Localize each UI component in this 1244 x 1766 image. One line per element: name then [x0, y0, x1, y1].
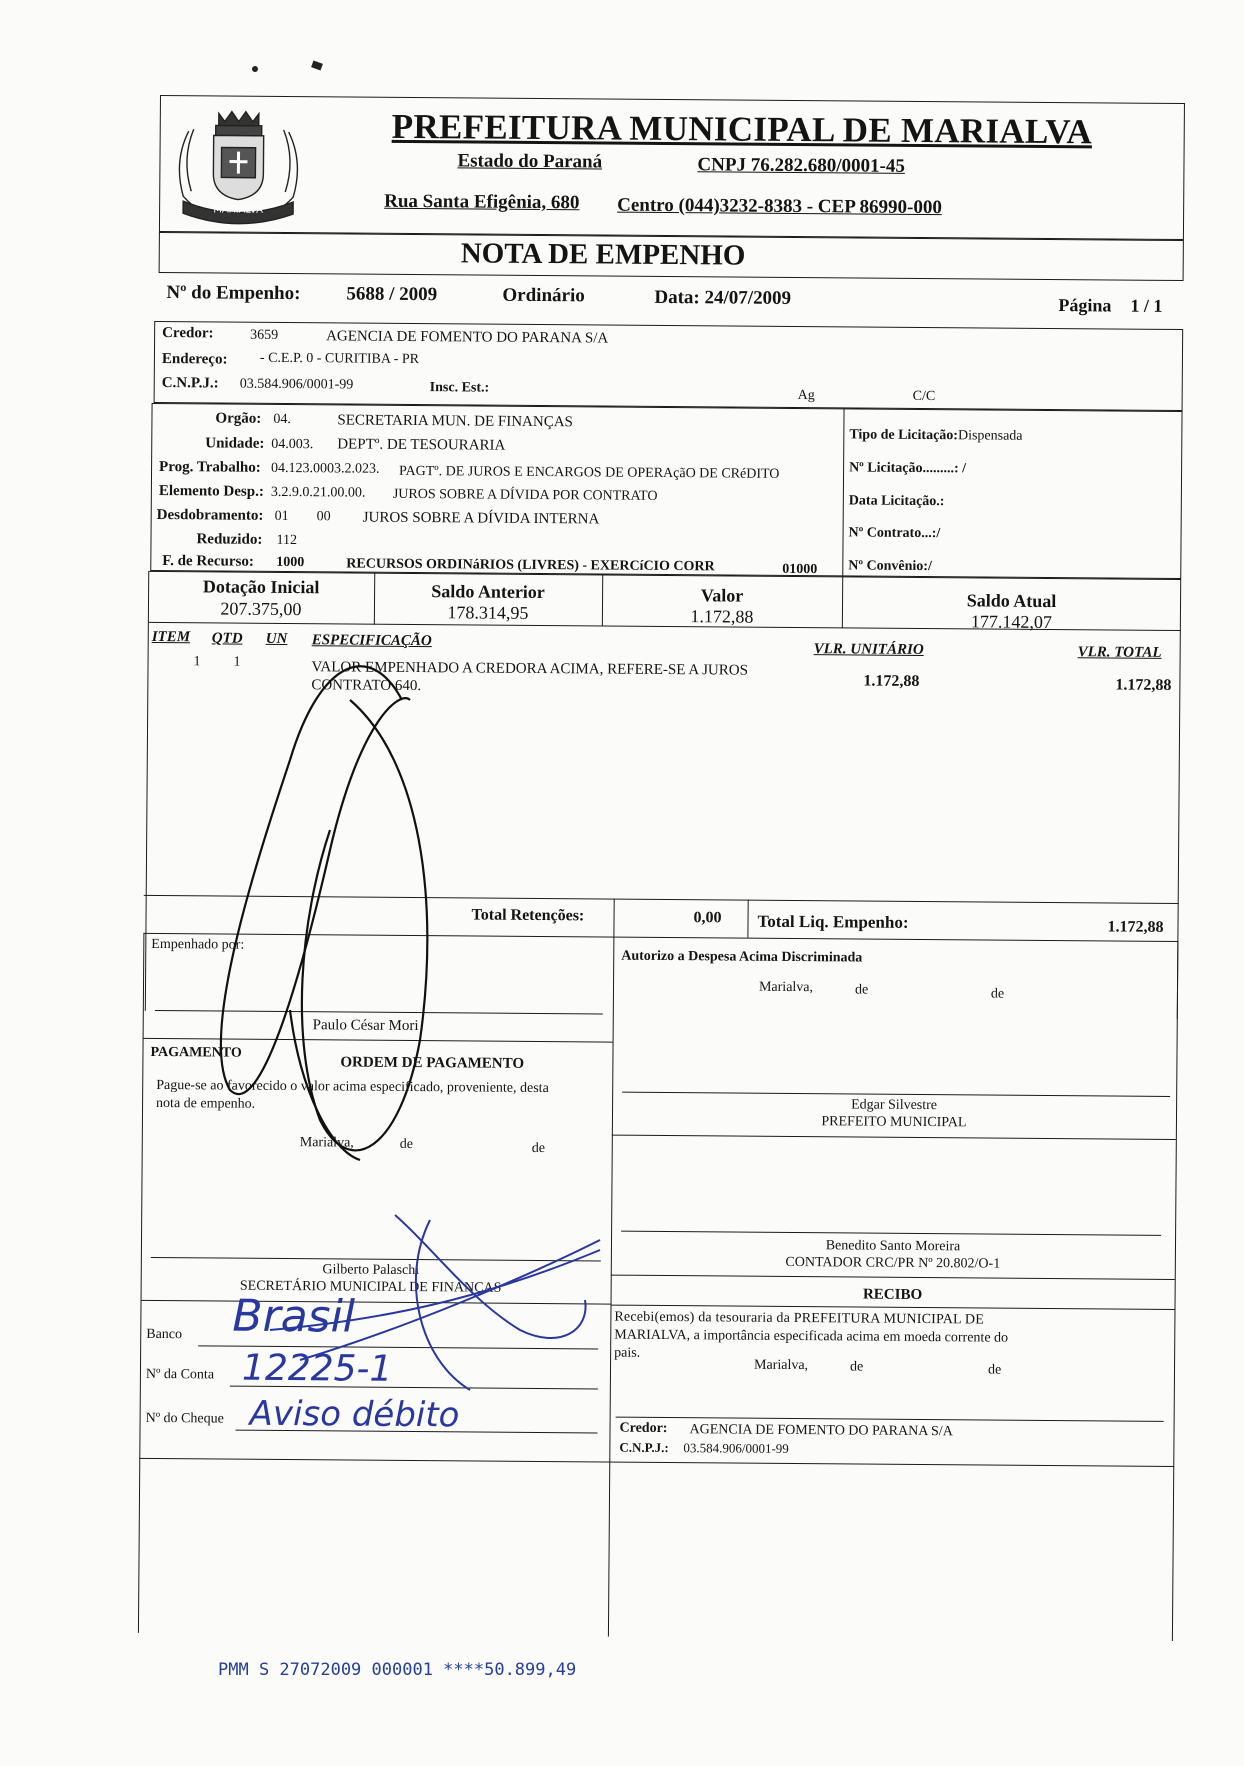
col-item: ITEM — [151, 628, 191, 646]
dotacao-label: Dotação Inicial — [202, 576, 320, 598]
insc-est-label: Insc. Est.: — [429, 380, 490, 396]
reduzido-label: Reduzido: — [196, 531, 263, 548]
recibo-text-line2: MARIALVA, a importância especificada acima em moeda corrente do — [614, 1327, 1009, 1346]
num-licitacao-label: Nº Licitação.........: / — [849, 460, 967, 477]
district-phone-label: Centro (044)3232-8383 - CEP 86990-000 — [617, 194, 942, 219]
banco-top-line — [141, 1300, 611, 1305]
liquido-label: Total Liq. Empenho: — [757, 911, 909, 932]
prefeito-name: Edgar Silvestre — [851, 1097, 938, 1114]
fonte-label: F. de Recurso: — [162, 553, 254, 570]
unidade-code: 04.003. — [271, 436, 314, 453]
recibo-text-line3: pais. — [614, 1345, 641, 1361]
col-vlr-unitario: VLR. UNITÁRIO — [813, 641, 924, 659]
row-desc-line1: VALOR EMPENHADO A CREDORA ACIMA, REFERE-SE A JUROS — [311, 659, 749, 679]
recibo-de1: de — [849, 1359, 864, 1375]
form-bottom-border — [139, 1458, 1174, 1467]
pagamento-text-line1: Pague-se ao favorecido o valor acima especificado, proveniente, desta — [156, 1078, 549, 1097]
contador-name: Benedito Santo Moreira — [825, 1238, 961, 1255]
data-licitacao-label: Data Licitação.: — [848, 493, 945, 510]
cnpj-label: CNPJ 76.282.680/0001-45 — [697, 154, 905, 177]
doc-title: NOTA DE EMPENHO — [460, 237, 746, 272]
row-vlr-unitario: 1.172,88 — [863, 672, 920, 690]
row-item: 1 — [193, 654, 201, 670]
fonte-value: RECURSOS ORDINáRIOS (LIVRES) - EXERCíCIO CORR — [346, 556, 715, 575]
empenhado-signature-line — [155, 1010, 603, 1015]
endereco-label: Endereço: — [161, 351, 228, 368]
scan-mark — [311, 61, 323, 71]
recibo-credor-label: Credor: — [619, 1420, 668, 1437]
recibo-signature-line — [616, 1417, 1164, 1422]
empenho-type: Ordinário — [502, 284, 585, 307]
col-un: UN — [265, 630, 288, 648]
prefeito-bottom-line — [612, 1135, 1176, 1140]
recibo-title: RECIBO — [862, 1286, 923, 1304]
col-vlr-total: VLR. TOTAL — [1077, 644, 1162, 661]
municipality-title: PREFEITURA MUNICIPAL DE MARIALVA — [391, 106, 1093, 152]
cheque-label: Nº do Cheque — [145, 1410, 224, 1427]
col-qtd: QTD — [211, 630, 243, 647]
contador-role: CONTADOR CRC/PR Nº 20.802/O-1 — [785, 1254, 1001, 1272]
pagamento-signer-role: SECRETÁRIO MUNICIPAL DE FINANÇAS — [239, 1278, 502, 1296]
valor-value: 1.172,88 — [690, 606, 754, 627]
prefeito-role: PREFEITO MUNICIPAL — [821, 1114, 967, 1131]
contador-signature-line — [621, 1231, 1161, 1236]
recibo-cnpj-label: C.N.P.J.: — [619, 1439, 669, 1456]
address-label: Rua Santa Efigênia, 680 — [384, 190, 580, 214]
pagamento-text-line2: nota de empenho. — [156, 1096, 256, 1112]
retencoes-value: 0,00 — [693, 909, 722, 927]
autorizo-de1: de — [854, 982, 869, 998]
elemento-label: Elemento Desp.: — [158, 483, 264, 500]
row-qtd: 1 — [233, 654, 241, 670]
cc-label: C/C — [912, 388, 936, 405]
fonte-code: 1000 — [276, 554, 305, 571]
empenho-date: Data: 24/07/2009 — [654, 286, 792, 309]
autorizo-place: Marialva, — [758, 979, 814, 996]
scan-mark — [252, 66, 258, 72]
desdobramento-code1: 01 — [274, 508, 289, 525]
cashier-stamp: PMM S 27072009 000001 ****50.899,49 — [218, 1660, 577, 1680]
retencoes-label: Total Retenções: — [471, 906, 585, 925]
dotacao-value: 207.375,00 — [220, 598, 302, 620]
recibo-cnpj-value: 03.584.906/0001-99 — [683, 1440, 789, 1456]
empenho-label: Nº do Empenho: — [166, 282, 301, 305]
row-desc-line2: CONTRATO 640. — [311, 677, 422, 695]
page-label: Página — [1058, 295, 1112, 316]
empenhado-name: Paulo César Mori — [312, 1017, 419, 1035]
empenhado-por-label: Empenhado por: — [151, 936, 245, 953]
credor-cnpj-label: C.N.P.J.: — [161, 375, 219, 392]
pagamento-de2: de — [531, 1140, 546, 1157]
banco-label: Banco — [146, 1326, 183, 1343]
pagamento-top-line — [143, 1038, 613, 1043]
conta-handwritten: 12225-1 — [241, 1347, 393, 1390]
conta-label: Nº da Conta — [145, 1366, 215, 1383]
recibo-credor-value: AGENCIA DE FOMENTO DO PARANA S/A — [689, 1422, 953, 1440]
totals-divider — [747, 900, 748, 938]
unidade-value: DEPTº. DE TESOURARIA — [337, 436, 506, 454]
state-label: Estado do Paraná — [457, 150, 603, 173]
saldo-atual-label: Saldo Atual — [966, 590, 1057, 612]
pagamento-signer: Gilberto Palaschi — [322, 1262, 420, 1279]
items-left-border — [145, 623, 149, 1011]
cheque-handwritten: Aviso débito — [249, 1393, 460, 1436]
prog-code: 04.123.0003.2.023. — [271, 460, 380, 477]
desdobramento-label: Desdobramento: — [156, 506, 264, 524]
banco-handwritten: Brasil — [232, 1290, 356, 1343]
saldo-atual-value: 177.142,07 — [970, 611, 1052, 633]
saldo-anterior-label: Saldo Anterior — [431, 581, 545, 603]
row-vlr-total: 1.172,88 — [1115, 676, 1172, 694]
tipo-licitacao-label: Tipo de Licitação:Dispensada — [849, 427, 1023, 444]
totals-divider — [613, 899, 614, 937]
tipo-licitacao-value: Dispensada — [957, 428, 1023, 444]
ordem-label: ORDEM DE PAGAMENTO — [340, 1054, 525, 1072]
emblem-banner-text: MARIALVA — [213, 204, 264, 216]
ag-label: Ag — [797, 388, 815, 404]
pagamento-label: PAGAMENTO — [150, 1044, 242, 1061]
autorizo-de2: de — [990, 986, 1005, 1002]
fonte-code2: 01000 — [782, 561, 818, 578]
orgao-label: Orgão: — [215, 410, 262, 427]
endereco-value: - C.E.P. 0 - CURITIBA - PR — [259, 350, 420, 368]
prog-label: Prog. Trabalho: — [159, 459, 261, 476]
recibo-line — [611, 1305, 1175, 1310]
coat-of-arms-logo — [163, 101, 314, 227]
nota-de-empenho-form — [145, 95, 1185, 1638]
desdobramento-code2: 00 — [316, 509, 331, 525]
recibo-de2: de — [987, 1362, 1002, 1378]
totals-top-line — [144, 895, 1179, 904]
contrato-label: Nº Contrato...:/ — [848, 525, 941, 542]
liquido-value: 1.172,88 — [1107, 918, 1164, 936]
convenio-label: Nº Convênio:/ — [848, 558, 932, 575]
elemento-code: 3.2.9.0.21.00.00. — [270, 484, 366, 501]
credor-code: 3659 — [250, 327, 279, 343]
credor-name: AGENCIA DE FOMENTO DO PARANA S/A — [326, 328, 609, 347]
credor-cnpj-value: 03.584.906/0001-99 — [239, 376, 354, 393]
recibo-place: Marialva, — [753, 1357, 809, 1374]
pagamento-place: Marialva, — [299, 1135, 354, 1151]
saldo-anterior-value: 178.314,95 — [447, 602, 529, 623]
totals-bottom-line — [143, 933, 1178, 942]
unidade-label: Unidade: — [205, 435, 265, 452]
pagamento-de1: de — [399, 1136, 414, 1153]
orgao-value: SECRETARIA MUN. DE FINANÇAS — [337, 412, 574, 431]
empenho-number: 5688 / 2009 — [346, 283, 438, 306]
page-value: 1 / 1 — [1130, 295, 1163, 316]
contador-bottom-line — [611, 1275, 1175, 1280]
valor-label: Valor — [700, 585, 744, 606]
desdobramento-value: JUROS SOBRE A DÍVIDA INTERNA — [362, 509, 600, 528]
recibo-text-line1: Recebi(emos) da tesouraria da PREFEITURA MUNICIPAL DE — [614, 1309, 985, 1328]
col-especificacao: ESPECIFICAÇÃO — [311, 632, 432, 650]
autorizo-label: Autorizo a Despesa Acima Discriminada — [621, 948, 863, 966]
prog-value: PAGTº. DE JUROS E ENCARGOS DE OPERAçãO DE CRéDITO — [398, 463, 780, 482]
credor-label: Credor: — [162, 325, 214, 342]
orgao-code: 04. — [273, 411, 292, 428]
reduzido-value: 112 — [276, 532, 298, 549]
elemento-value: JUROS SOBRE A DÍVIDA POR CONTRATO — [392, 486, 658, 504]
